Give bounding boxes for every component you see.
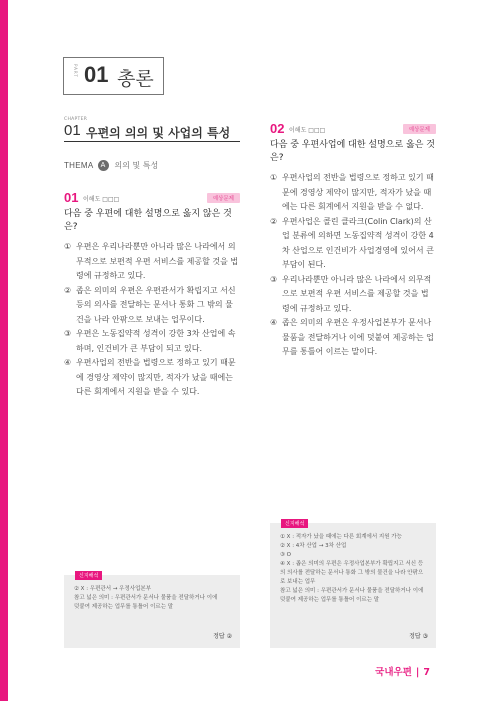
part-header xyxy=(63,57,164,95)
question-2-text: 다음 중 우편사업에 대한 설명으로 옳은 것은? xyxy=(270,140,435,163)
option[interactable] xyxy=(270,171,436,215)
question-2 xyxy=(270,121,436,360)
question-1-header xyxy=(64,190,240,206)
option-text: 우편사업의 전반을 법령으로 정하고 있기 때문에 경영상 제약이 많지만, 적자가 났을 때에는 다른 회계에서 지원을 받을 수 있다. xyxy=(76,358,236,396)
question-2-header xyxy=(270,121,436,137)
option-text: 우편은 우리나라뿐만 아니라 많은 나라에서 의무적으로 보편적 우편 서비스를 제공할 것을 법령에 규정하고 있다. xyxy=(76,242,239,280)
part-title: 총론 xyxy=(117,68,154,90)
explanation-line: 참고 넓은 의미 : 우편관서가 문서나 물품을 전달하거나 이에 xyxy=(74,595,218,601)
option[interactable] xyxy=(64,356,240,400)
option-mark: ③ xyxy=(64,329,72,338)
explanation-line: ② X : 4차 산업 → 3차 산업 xyxy=(280,543,347,549)
option-mark: ① xyxy=(64,242,72,251)
question-2-tag: 예상문제 xyxy=(403,124,436,134)
question-1-text: 다음 중 우편에 대한 설명으로 옳지 않은 것은? xyxy=(64,209,232,232)
explanation-line: 의 의사를 전달하는 문서나 통화 그 밖의 물건을 나라 안팎으 xyxy=(280,570,424,576)
page-footer xyxy=(375,664,430,678)
option[interactable] xyxy=(270,316,436,360)
footer-book-title: 국내우편 xyxy=(375,667,412,678)
theme-letter-badge: A xyxy=(98,160,109,171)
option-mark: ③ xyxy=(270,274,278,284)
option-mark: ② xyxy=(64,285,72,295)
question-2-options xyxy=(270,171,436,360)
theme-label: THEMA xyxy=(64,161,94,170)
option-mark: ④ xyxy=(270,318,278,327)
explanation-line: ③ O xyxy=(280,552,292,558)
question-1-options xyxy=(64,240,240,400)
explanation-box-1 xyxy=(64,575,240,648)
theme-title: 의의 및 특성 xyxy=(114,161,159,170)
explanation-line: 덧붙여 제공하는 업무를 통틀어 이르는 말 xyxy=(74,604,174,610)
question-1 xyxy=(64,190,240,400)
explanation-line: 로 보내는 업무 xyxy=(280,579,316,585)
option[interactable] xyxy=(64,284,240,328)
footer-separator: | xyxy=(415,667,420,678)
explanation-tag: 신지해석 xyxy=(75,571,102,580)
option-mark: ① xyxy=(270,173,278,182)
question-2-number: 02 xyxy=(270,121,285,136)
chapter-number: 01 xyxy=(64,122,81,139)
option-text: 좁은 의미의 우편은 우정사업본부가 문서나 물품을 전달하거나 이에 덧붙여 제공하는 업무를 통틀어 이르는 말이다. xyxy=(282,318,434,356)
option[interactable] xyxy=(270,215,436,273)
option[interactable] xyxy=(64,240,240,284)
explanation-line: ④ X : 좁은 의미의 우편은 우정사업본부가 확립지고 서신 등 xyxy=(280,561,424,567)
explanation-line: 덧붙여 제공하는 업무를 통틀어 이르는 말 xyxy=(280,597,380,603)
option-text: 우리나라뿐만 아니라 많은 나라에서 의무적으로 보편적 우편 서비스를 제공할 것을 법령에 규정하고 있다. xyxy=(282,274,432,313)
explanation-box-2 xyxy=(270,523,436,648)
question-1-source: 이해도 □□□ xyxy=(83,196,120,203)
question-2-source: 이해도 □□□ xyxy=(289,127,326,134)
option-mark: ④ xyxy=(64,358,72,367)
option-mark: ② xyxy=(270,216,278,226)
question-1-tag: 예상문제 xyxy=(207,193,240,203)
page-number: 7 xyxy=(423,667,430,678)
option-text: 좁은 의미의 우편은 우편관서가 확립지고 서신 등의 의사를 전달하는 문서나 통화 그 밖의 물건을 나라 안팎으로 보내는 업무이다. xyxy=(76,285,236,324)
option-text: 우편사업은 콜린 클라크(Colin Clark)의 산업 분류에 의하면 노동집약적 성격이 강한 4차 산업으로 인건비가 사업경영에 있어서 큰 부담이 된다. xyxy=(282,216,434,269)
explanation-line: 참고 넓은 의미 : 우편관서가 문서나 물품을 전달하거나 이에 xyxy=(280,588,424,594)
explanation-line: ① X : 적자가 났을 때에는 다른 회계에서 지원 가능 xyxy=(280,534,402,540)
option-text: 우편사업의 전반을 법령으로 정하고 있기 때문에 경영상 제약이 많지만, 적자가 났을 때에는 다른 회계에서 지원을 받을 수 없다. xyxy=(282,173,434,211)
page-edge-bar xyxy=(0,0,8,701)
option-text: 우편은 노동집약적 성격이 강한 3차 산업에 속하며, 인건비가 큰 부담이 되고 있다. xyxy=(76,329,236,353)
question-1-number: 01 xyxy=(64,190,79,205)
explanation-tag: 신지해석 xyxy=(281,519,308,528)
part-number: 01 xyxy=(84,62,109,87)
explanation-line: ② X : 우편관서 → 우정사업본부 xyxy=(74,586,152,592)
theme-heading xyxy=(64,160,158,171)
chapter-divider xyxy=(64,141,240,142)
option[interactable] xyxy=(64,327,240,356)
chapter-title: 우편의 의의 및 사업의 특성 xyxy=(86,126,231,140)
chapter-label: CHAPTER xyxy=(64,117,88,122)
option[interactable] xyxy=(270,273,436,317)
answer-label: 정답 ③ xyxy=(409,633,428,640)
part-label: PART xyxy=(73,64,78,78)
answer-label: 정답 ② xyxy=(213,633,232,640)
